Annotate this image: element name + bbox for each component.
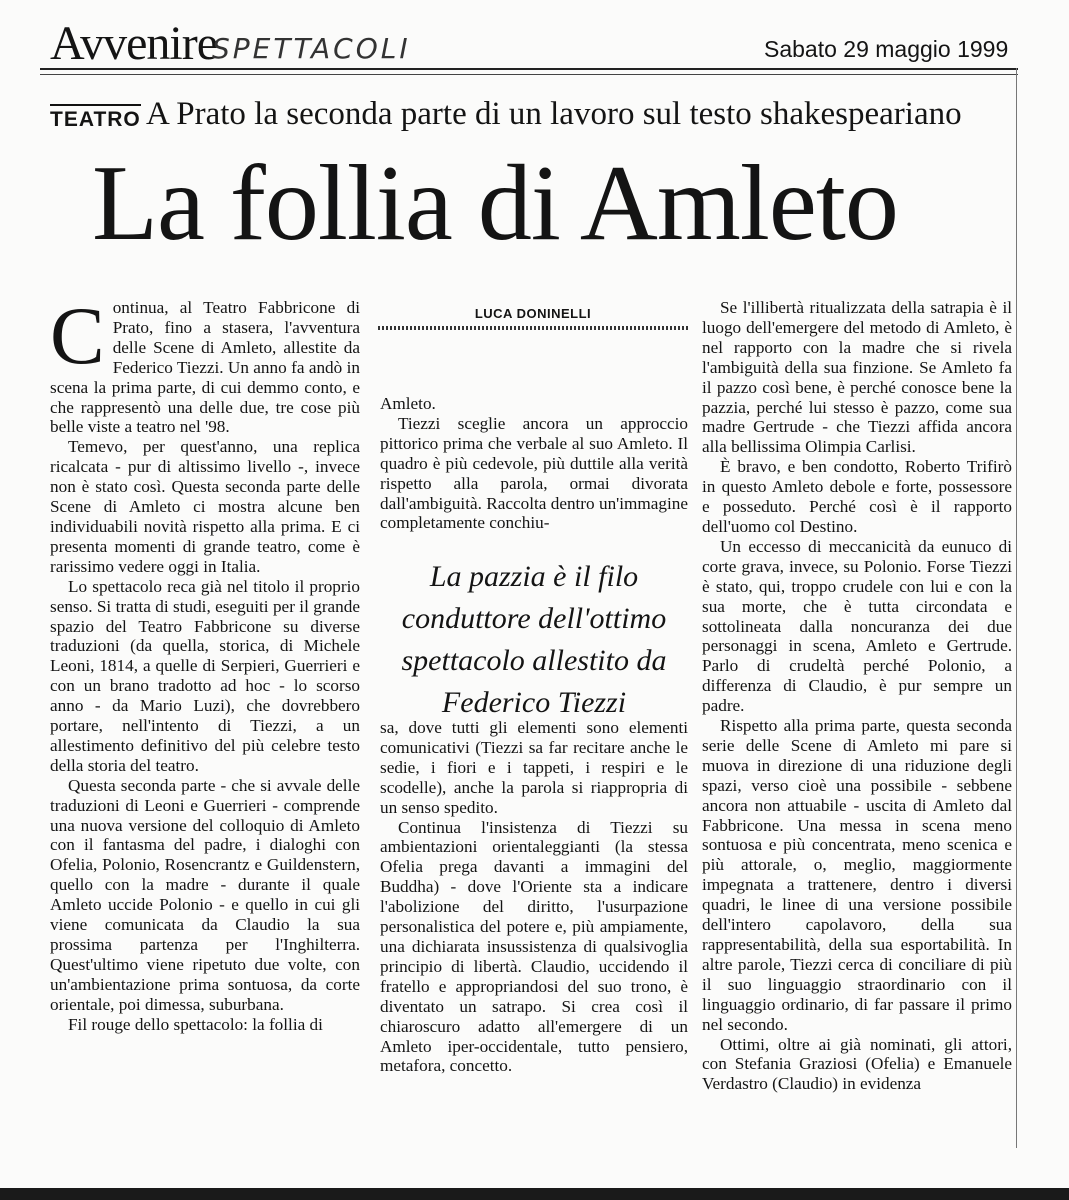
paragraph: Rispetto alla prima parte, questa seconda serie delle Scene di Amleto mi pare si muova in direzione di una riduzione degli spazi, verso cioè una possibile - sebbene ancora non attuabile - uscita di Amleto dal Fabbricone. Una messa in scena meno sontuosa e più concentrata, meno scenica e più attorale, o, meglio, maggiormente impegnata a trattenere, dentro i diversi quadri, le linee di una versione possibile dell'intero capolavoro, della sua rappresentabilità, della sua esportabilità. In altre parole, Tiezzi cerca di conciliare di più il suo linguaggio straordinario con il linguaggio ordinario, di far passare il primo nel secondo.: [702, 716, 1012, 1034]
paragraph: Temevo, per quest'anno, una replica ricalcata - pur di altissimo livello -, invece non è stato così. Questa seconda parte delle Scene di Amleto ci mostra alcune ben individuabili novità rispetto alla prima. E ci presenta momenti di grande teatro, come è rarissimo vedere oggi in Italia.: [50, 437, 360, 576]
byline: LUCA DONINELLI: [474, 306, 592, 321]
masthead-rule-thin: [40, 74, 1018, 75]
paragraph: Amleto.: [380, 394, 436, 413]
paragraph: Continua l'insistenza di Tiezzi su ambientazioni orientaleggianti (la stessa Ofelia prega davanti a immagini del Buddha) - dove l'Oriente sta a indicare l'abolizione del diritto, l'usurpazione personalistica del potere e, più ampiamente, una dichiarata insussistenza di qualsivoglia principio di libertà. Claudio, uccidendo il fratello e appropriandosi del suo trono, è diventato un satrapo. Si crea così il chiaroscuro adatto all'emergere di un Amleto iper-occidentale, tutto pensiero, metafora, concetto.: [380, 817, 688, 1076]
article-column-3: [702, 298, 1012, 1094]
article-column-1: [50, 290, 360, 1035]
paragraph: Questa seconda parte - che si avvale delle traduzioni di Leoni e Guerrieri - comprende una nuova versione del colloquio di Amleto con il fantasma del padre, i dialoghi con Ofelia, Polonio, Rosencrantz e Guildenstern, quello con la madre - durante il quale Amleto uccide Polonio - e quello in cui gli viene comunicata da Claudio la sua prossima partenza per l'Inghilterra. Quest'ultimo viene ripetuto due volte, con un'ambientazione prima sontuosa, da corte orientale, poi dimessa, suburbana.: [50, 775, 360, 1014]
paragraph-1: Continua, al Teatro Fabbricone di Prato, fino a stasera, l'avventura delle Scene di Amleto, allestite da Federico Tiezzi. Un anno fa andò in scena la prima parte, di cui demmo conto, e che rappresentò una delle due, tre cose più belle viste a teatro nel '98.: [50, 290, 360, 437]
article-kicker: A Prato la seconda parte di un lavoro sul testo shakespeariano: [146, 96, 962, 132]
drop-cap: C: [50, 290, 105, 381]
paragraph: sa, dove tutti gli elementi sono elementi comunicativi (Tiezzi sa far recitare anche le sedie, i fiori e i tappeti, i respiri e le scodelle), anche la parola si riappropria di un senso spedito.: [380, 718, 688, 817]
paragraph: Fil rouge dello spettacolo: la follia di: [68, 1014, 323, 1034]
article-column-2-top: [380, 394, 688, 533]
paragraph: Se l'illibertà ritualizzata della satrapia è il luogo dell'emergere del metodo di Amleto, è nel rapporto con la madre che si rivela l'ambiguità della sua finzione. Se Amleto fa il pazzo così bene, è perché conosce bene la pazzia, perché lui stesso è pazzo, come sua madre Gertrude - che Tiezzi affida ancora alla bellissima Olimpia Carlisi.: [702, 298, 1012, 457]
section-label: TEATRO: [50, 104, 141, 132]
clipping-border: [1016, 68, 1017, 1148]
byline-rule: [378, 326, 688, 330]
paragraph: Lo spettacolo reca già nel titolo il proprio senso. Si tratta di studi, eseguiti per il grande spazio del Teatro Fabbricone su diverse traduzioni (da quella, storica, di Michele Leoni, 1814, a quelle di Serpieri, Guerrieri e con un brano tradotto ad hoc - lo scorso anno - da Mario Luzi), che dovrebbero portare, nell'intento di Tiezzi, a un allestimento definitivo del più celebre testo della storia del teatro.: [50, 576, 360, 775]
paragraph: Tiezzi sceglie ancora un approccio pittorico prima che verbale al suo Amleto. Il quadro è più cedevole, più duttile alla verità rispetto alla parola, ormai divorata dall'ambiguità. Raccolta dentro un'immagine completamente conchiu-: [380, 413, 688, 533]
paragraph: Ottimi, oltre ai già nominati, gli attori, con Stefania Graziosi (Ofelia) e Emanuele Verdastro (Claudio) in evidenza: [702, 1034, 1012, 1094]
paragraph: È bravo, e ben condotto, Roberto Trifirò in questo Amleto debole e forte, possessore e posseduto. Perché così è il rapporto dell'uomo col Destino.: [702, 457, 1012, 536]
newspaper-logo: Avvenire: [50, 17, 218, 70]
handwritten-section-note: SPETTACOLI: [212, 32, 411, 65]
article-column-2-bottom: [380, 718, 688, 1076]
scan-edge-bar: [0, 1188, 1069, 1200]
paragraph: Un eccesso di meccanicità da eunuco di corte grava, invece, su Polonio. Forse Tiezzi è stato, qui, troppo crudele con lui e con la sua morte, che è tutta circondata e sottolineata dalla noncuranza dei due personaggi in scena, Amleto e Gertrude. Parlo di crudeltà perché Polonio, a differenza di Claudio, è pur sempre un padre.: [702, 536, 1012, 716]
issue-date: Sabato 29 maggio 1999: [764, 36, 1009, 62]
pull-quote: La pazzia è il filo conduttore dell'ottimo spettacolo allestito da Federico Tiezzi: [401, 560, 667, 719]
article-headline: La follia di Amleto: [92, 144, 898, 263]
